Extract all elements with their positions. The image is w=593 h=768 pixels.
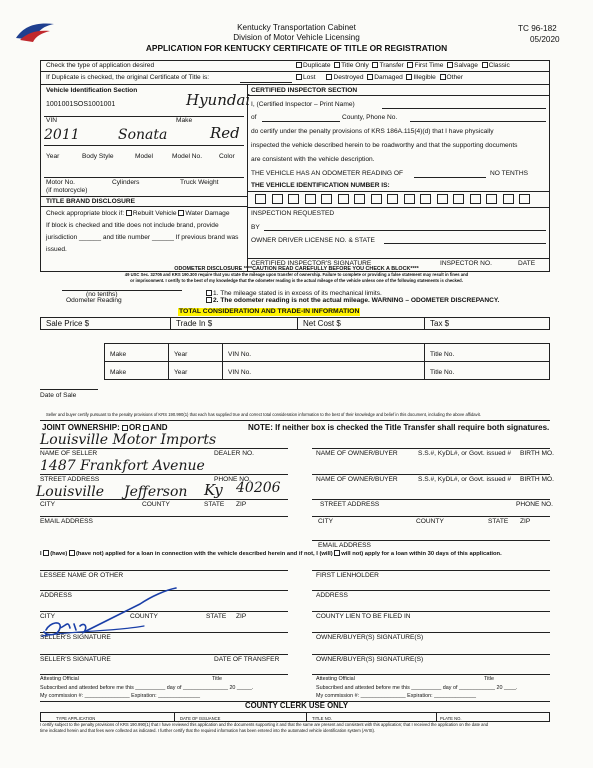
water-damage-checkbox[interactable]: Water Damage bbox=[178, 210, 229, 217]
truck-weight-label: Truck Weight bbox=[180, 179, 219, 186]
lessee-address-label: ADDRESS bbox=[40, 592, 72, 599]
seller-signature-label-2: SELLER'S SIGNATURE bbox=[40, 656, 111, 663]
vin-is-label: THE VEHICLE IDENTIFICATION NUMBER IS: bbox=[251, 182, 390, 189]
tax-field[interactable]: Tax $ bbox=[430, 319, 450, 328]
buyer-zip-label: ZIP bbox=[520, 518, 531, 525]
vin-char-box[interactable] bbox=[272, 194, 283, 204]
joint-and-checkbox[interactable]: AND bbox=[143, 423, 167, 432]
agency-name: Kentucky Transportation Cabinet bbox=[237, 23, 356, 32]
duplicate-options bbox=[296, 74, 463, 82]
vin-char-box[interactable] bbox=[255, 194, 266, 204]
trade-vin-1: VIN No. bbox=[228, 351, 252, 358]
attest-commission-1: My commission #: _______________ Expiration: ______________ bbox=[40, 693, 201, 699]
date-of-transfer-label: DATE OF TRANSFER bbox=[214, 656, 280, 663]
clerk-type-label: TYPE APPLICATION bbox=[56, 716, 96, 721]
vin-char-box[interactable] bbox=[519, 194, 530, 204]
odometer-option-2[interactable]: 2. The odometer reading is not the actual mileage. WARNING – ODOMETER DISCREPANCY. bbox=[206, 297, 499, 305]
lost-checkbox[interactable]: Lost bbox=[296, 74, 315, 81]
odometer-option-1[interactable]: 1. The mileage stated is in excess of its mechanical limits. bbox=[206, 290, 382, 298]
classic-checkbox[interactable]: Classic bbox=[482, 62, 510, 69]
brand-line3: jurisdiction ______ and title number ______ If previous brand was bbox=[46, 234, 239, 241]
year-label: Year bbox=[46, 153, 60, 160]
app-type-label: Check the type of application desired bbox=[46, 62, 155, 69]
vin-char-box[interactable] bbox=[338, 194, 349, 204]
vin-char-box[interactable] bbox=[371, 194, 382, 204]
inspector-of-label: of bbox=[251, 114, 257, 121]
sale-price-field[interactable]: Sale Price $ bbox=[46, 319, 90, 328]
clerk-title-no-label: TITLE NO. bbox=[312, 716, 333, 721]
clerk-cert-1: I certify subject to the penalty provisions of KRS 190.990(1) that I have reviewed this application and the documents supporting it and that the same are present and consistent with this application; that I received the application on the date and bbox=[40, 722, 489, 727]
first-lienholder-label: FIRST LIENHOLDER bbox=[316, 572, 379, 579]
attest-subscribed-1: Subscribed and attested before me this __________ day of _______________ 20 _____. bbox=[40, 685, 254, 691]
buyer-street-label: STREET ADDRESS bbox=[320, 501, 380, 508]
inspection-requested-label: INSPECTION REQUESTED bbox=[251, 210, 335, 217]
county-lien-label: COUNTY LIEN TO BE FILED IN bbox=[316, 613, 411, 620]
vin-char-box[interactable] bbox=[486, 194, 497, 204]
vin-label: VIN bbox=[46, 117, 57, 124]
certify-line3: are consistent with the vehicle description. bbox=[251, 156, 375, 163]
attest-official-label-1: Attesting Official bbox=[40, 676, 79, 682]
trade-title-1: Title No. bbox=[430, 351, 455, 358]
lessee-county-label: COUNTY bbox=[130, 613, 158, 620]
buyer-city-label: CITY bbox=[318, 518, 334, 525]
buyer-county-label: COUNTY bbox=[416, 518, 444, 525]
odometer-reading-label: THE VEHICLE HAS AN ODOMETER READING OF bbox=[251, 170, 404, 177]
first-time-checkbox[interactable]: First Time bbox=[407, 62, 443, 69]
model-label: Model bbox=[135, 153, 153, 160]
date-of-sale-label: Date of Sale bbox=[40, 392, 77, 399]
seller-state-handwritten[interactable]: Ky bbox=[204, 481, 223, 499]
seller-street-label: STREET ADDRESS bbox=[40, 476, 100, 483]
vin-char-box[interactable] bbox=[437, 194, 448, 204]
transfer-checkbox[interactable]: Transfer bbox=[372, 62, 403, 69]
seller-city-label: CITY bbox=[40, 501, 56, 508]
seller-city-handwritten[interactable]: Louisville bbox=[36, 484, 105, 500]
loan-have-not-checkbox[interactable] bbox=[69, 551, 76, 557]
license-label: OWNER DRIVER LICENSE NO. & STATE bbox=[251, 237, 375, 244]
attest-commission-2: My commission #: _______________ Expiration: ______________ bbox=[316, 693, 477, 699]
buyer-birth-label-1: BIRTH MO. bbox=[520, 450, 554, 457]
vin-char-box[interactable] bbox=[503, 194, 514, 204]
joint-ownership: JOINT OWNERSHIP: OR AND bbox=[42, 423, 168, 432]
trade-make-1: Make bbox=[110, 351, 127, 358]
no-tenths-note: (no tenths) bbox=[86, 291, 118, 298]
no-tenths-label: NO TENTHS bbox=[490, 170, 528, 177]
form-date: 05/2020 bbox=[530, 35, 560, 44]
seller-phone-label: PHONE NO. bbox=[214, 476, 252, 483]
buyer-ssn-label-2: S.S.#, KyDL#, or Govt. issued # bbox=[418, 476, 512, 483]
illegible-checkbox[interactable]: Illegible bbox=[406, 74, 435, 81]
lessee-state-label: STATE bbox=[206, 613, 227, 620]
trade-year-1: Year bbox=[174, 351, 188, 358]
lessee-city-label: CITY bbox=[40, 613, 56, 620]
loan-statement: I (have) (have not) applied for a loan in connection with the vehicle described herein and if not, I (will) will not) apply for a loan within 30 days of this application. bbox=[40, 551, 502, 557]
joint-note: NOTE: If neither box is checked the Title Transfer shall require both signatures. bbox=[248, 423, 550, 432]
vehicle-section-title: Vehicle Identification Section bbox=[46, 87, 138, 94]
consideration-row bbox=[40, 317, 550, 330]
buyer-birth-label-2: BIRTH MO. bbox=[520, 476, 554, 483]
model-no-label: Model No. bbox=[172, 153, 203, 160]
motor-no-label: Motor No. bbox=[46, 179, 75, 186]
attest-title-label-2: Title bbox=[484, 676, 494, 682]
inspector-name-label: I, (Certified Inspector – Print Name) bbox=[251, 101, 355, 108]
seller-street-handwritten[interactable]: 1487 Frankfort Avenue bbox=[40, 458, 205, 474]
trade-year-2: Year bbox=[174, 369, 188, 376]
net-cost-field[interactable]: Net Cost $ bbox=[303, 319, 341, 328]
certify-line2: inspected the vehicle described herein to be roadworthy and that the supporting documents bbox=[251, 142, 518, 149]
lienholder-address-label: ADDRESS bbox=[316, 592, 348, 599]
seller-county-label: COUNTY bbox=[142, 501, 170, 508]
damaged-checkbox[interactable]: Damaged bbox=[367, 74, 403, 81]
trade-in-title: TOTAL CONSIDERATION AND TRADE-IN INFORMATION bbox=[179, 308, 360, 315]
trade-in-field[interactable]: Trade In $ bbox=[176, 319, 213, 328]
seller-name-handwritten[interactable]: Louisville Motor Imports bbox=[40, 432, 217, 448]
clerk-title: COUNTY CLERK USE ONLY bbox=[244, 701, 349, 710]
seller-email-label: EMAIL ADDRESS bbox=[40, 518, 93, 525]
brand-line1: Check appropriate block if: Rebuilt Vehicle Water Damage bbox=[46, 210, 230, 217]
vin-char-box[interactable] bbox=[470, 194, 481, 204]
dealer-no-label: DEALER NO. bbox=[214, 450, 254, 457]
buyer-name-label-2: NAME OF OWNER/BUYER bbox=[316, 476, 398, 483]
inspector-date-label: DATE bbox=[518, 260, 536, 267]
seller-zip-handwritten[interactable]: 40206 bbox=[236, 480, 281, 496]
vin-char-box[interactable] bbox=[420, 194, 431, 204]
seller-state-label: STATE bbox=[204, 501, 225, 508]
seller-name-label: NAME OF SELLER bbox=[40, 450, 98, 457]
attest-subscribed-2: Subscribed and attested before me this __________ day of ____________ 20 ____. bbox=[316, 685, 518, 691]
year-handwritten[interactable]: 2011 bbox=[44, 127, 80, 143]
clerk-issuance-label: DATE OF ISSUANCE bbox=[180, 716, 221, 721]
color-label: Color bbox=[219, 153, 235, 160]
vin-char-box[interactable] bbox=[288, 194, 299, 204]
form-title: APPLICATION FOR KENTUCKY CERTIFICATE OF TITLE OR REGISTRATION bbox=[145, 43, 448, 53]
buyer-name-label-1: NAME OF OWNER/BUYER bbox=[316, 450, 398, 457]
vin-char-box[interactable] bbox=[354, 194, 365, 204]
owner-signature-label-2: OWNER/BUYER(S) SIGNATURE(S) bbox=[316, 656, 424, 663]
seller-buyer-cert: Seller and buyer certify pursuant to the penalty provisions of KRS 190.990(1) that each has supplied true and correct total consideration information to the best of their knowledge and belief in this document, including the above affidavit. bbox=[46, 412, 481, 417]
brand-line4: issued. bbox=[46, 246, 67, 253]
trade-make-2: Make bbox=[110, 369, 127, 376]
app-type-options bbox=[296, 62, 510, 70]
seller-signature-label-1: SELLER'S SIGNATURE bbox=[40, 634, 111, 641]
buyer-state-label: STATE bbox=[488, 518, 509, 525]
inspector-signature-label: CERTIFIED INSPECTOR'S SIGNATURE bbox=[251, 260, 372, 267]
odometer-law1: 49 USC Sec. 32705 and KRS 190.300 require that you state the mileage upon transfer of ownership. Failure to complete or providing a false statement may result in fines and bbox=[124, 272, 469, 277]
buyer-email-label: EMAIL ADDRESS bbox=[318, 542, 371, 549]
inspector-vin-boxes[interactable] bbox=[255, 194, 545, 206]
salvage-checkbox[interactable]: Salvage bbox=[447, 62, 478, 69]
vin-char-box[interactable] bbox=[387, 194, 398, 204]
duplicate-checkbox[interactable]: Duplicate bbox=[296, 62, 331, 69]
seller-zip-label: ZIP bbox=[236, 501, 247, 508]
trade-title-2: Title No. bbox=[430, 369, 455, 376]
form-number: TC 96-182 bbox=[518, 24, 557, 33]
buyer-ssn-label-1: S.S.#, KyDL#, or Govt. issued # bbox=[418, 450, 512, 457]
model-handwritten[interactable]: Sonata bbox=[118, 127, 168, 143]
trade-vin-2: VIN No. bbox=[228, 369, 252, 376]
inspector-section-title: CERTIFIED INSPECTOR SECTION bbox=[251, 87, 358, 94]
duplicate-label: If Duplicate is checked, the original Certificate of Title is: bbox=[46, 74, 210, 81]
destroyed-checkbox[interactable]: Destroyed bbox=[326, 74, 363, 81]
buyer-phone-label: PHONE NO. bbox=[516, 501, 554, 508]
make-handwritten[interactable]: Hyundai bbox=[186, 91, 251, 109]
attest-title-label-1: Title bbox=[212, 676, 222, 682]
lessee-label: LESSEE NAME OR OTHER bbox=[40, 572, 124, 579]
make-label: Make bbox=[176, 117, 193, 124]
owner-signature-label-1: OWNER/BUYER(S) SIGNATURE(S) bbox=[316, 634, 424, 641]
division-name: Division of Motor Vehicle Licensing bbox=[233, 33, 360, 42]
odometer-reading-label: Odometer Reading bbox=[66, 297, 122, 304]
clerk-plate-label: PLATE NO. bbox=[440, 716, 462, 721]
certify-line1: do certify under the penalty provisions of KRS 186A.115(4)(d) that I have physically bbox=[251, 128, 494, 135]
vin-value[interactable]: 1001001SOS1001001 bbox=[46, 101, 116, 108]
rebuilt-checkbox[interactable]: Rebuilt Vehicle bbox=[126, 210, 177, 217]
vin-char-box[interactable] bbox=[453, 194, 464, 204]
inspector-no-label: INSPECTOR NO. bbox=[440, 260, 492, 267]
seller-county-handwritten[interactable]: Jefferson bbox=[124, 484, 188, 500]
county-phone-label: County, Phone No. bbox=[342, 114, 398, 121]
vin-char-box[interactable] bbox=[305, 194, 316, 204]
cylinders-label: Cylinders bbox=[112, 179, 140, 186]
body-style-label: Body Style bbox=[82, 153, 114, 160]
motorcycle-label: (if motorcycle) bbox=[46, 187, 88, 194]
vin-char-box[interactable] bbox=[321, 194, 332, 204]
joint-or-checkbox[interactable]: OR bbox=[122, 423, 141, 432]
vin-char-box[interactable] bbox=[404, 194, 415, 204]
seller-signature-handwritten[interactable] bbox=[40, 586, 190, 642]
brand-line2: If block is checked and title does not include brand, provide bbox=[46, 222, 219, 229]
brand-section-title: TITLE BRAND DISCLOSURE bbox=[46, 198, 136, 205]
lessee-zip-label: ZIP bbox=[236, 613, 247, 620]
title-only-checkbox[interactable]: Title Only bbox=[334, 62, 369, 69]
attest-official-label-2: Attesting Official bbox=[316, 676, 355, 682]
odometer-title: ODOMETER DISCLOSURE ****CAUTION READ CAREFULLY BEFORE YOU CHECK A BLOCK**** bbox=[174, 266, 419, 272]
clerk-cert-2: time indicated herein and that fees were collected as indicated. I further certify that the required information has been entered into the automated vehicle identification system (AVIS). bbox=[40, 728, 376, 733]
color-handwritten[interactable]: Red bbox=[210, 124, 240, 142]
clerk-table bbox=[40, 712, 550, 722]
inspection-by-label: BY bbox=[251, 224, 260, 231]
odometer-law2: or imprisonment. I certify to the best of my knowledge that the odometer reading is the actual mileage of the vehicle unless one of the following statements is checked. bbox=[130, 278, 463, 283]
other-checkbox[interactable]: Other bbox=[440, 74, 464, 81]
